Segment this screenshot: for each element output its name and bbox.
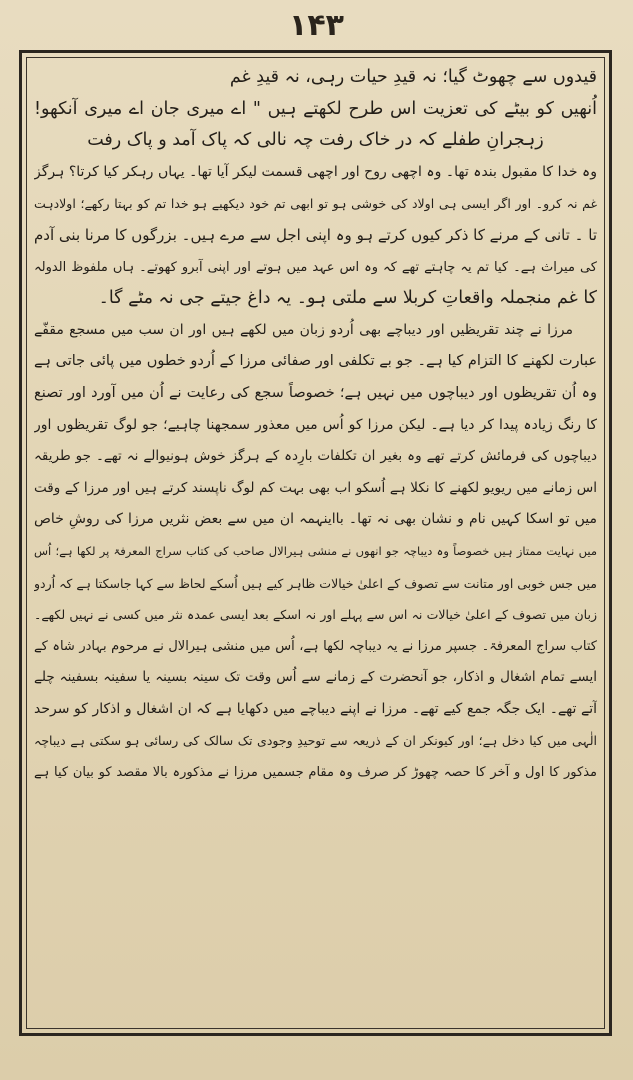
text-line: غم نہ کرو۔ اور اگر ایسی ہی اولاد کی خوشی ہو تو ابھی تم خود دیکھیے ہو خدا تم کو بہتا رکھے؛ اولادہت — [34, 196, 597, 212]
text-line: تا ۔ تانی کے مرنے کا ذکر کیوں کرتے ہو وہ اپنی اجل سے مرے ہیں۔ بزرگوں کا مرنا بنی آدم — [34, 225, 597, 244]
text-line: آتے تھے۔ ایک جگہ جمع کیے تھے۔ مرزا نے اپنے دیباچے میں دکھایا ہے کہ ان اشغال و اذکار کو سرحد — [34, 700, 597, 717]
text-line: قیدوں سے چھوٹ گیا؛ نہ قیدِ حیات رہی، نہ قیدِ غم — [229, 67, 597, 87]
text-line: وہ اُن تقریظوں اور دیباچوں میں نہیں ہے؛ خصوصاً سجع کی رعایت نے اُن میں آورد اور تصنع — [34, 384, 597, 401]
text-line: عبارت لکھنے کا التزام کیا ہے۔ جو بے تکلفی اور صفائی مرزا کے اُردو خطوں میں پائی جاتی ہے — [34, 353, 597, 370]
text-line: کا غم منجملہ واقعاتِ کربلا سے ملتی ہو۔ یہ داغ جیتے جی نہ مٹے گا۔ — [98, 288, 597, 309]
text-line: کی میراث ہے۔ کیا تم یہ چاہتے تھے کہ وہ اس عہد میں ہوتے اور اپنی آبرو کھوتے۔ ہاں ملفوظ الدولہ — [34, 259, 597, 275]
text-line: اس زمانے میں ریویو لکھنے کا نکلا ہے اُسکو اب بھی بہت کم لوگ ناپسند کرتے ہیں اور مرزا کے وقت — [34, 479, 597, 496]
text-line: کتاب سراج المعرفۃ۔ جسپر مرزا نے یہ دیباچہ لکھا ہے، اُس میں منشی ہیرالال نے مرحوم بہادر شاہ کے — [34, 638, 597, 654]
text-line: وہ خدا کا مقبول بندہ تھا۔ وہ اچھی روح اور اچھی قسمت لیکر آیا تھا۔ یہاں رہکر کیا کرتا؟ ہرگز — [34, 163, 597, 180]
text-line: مذکور کا اول و آخر کا حصہ چھوڑ کر صرف وہ مقام جسمیں مرزا نے مذکورہ بالا مقصد کو بیان کیا ہے — [34, 765, 597, 781]
text-line: میں جس خوبی اور متانت سے تصوف کے اعلیٰ خیالات ظاہر کیے ہیں اُسکے لحاظ سے کہا جاسکتا ہے کہ اُردو — [34, 575, 597, 591]
verse-line: زہجرانِ طفلے کہ در خاک رفت چہ نالی کہ پاک آمد و پاک رفت — [87, 130, 544, 151]
text-line: اُنھیں کو بیٹے کی تعزیت اس طرح لکھتے ہیں " اے میری جان اے میری آنکھو! — [34, 98, 597, 119]
text-line: میں تو اسکا کہیں نام و نشان بھی نہ تھا۔ بااینہمہ ان میں سے بعض نثریں مرزا کی روشِ خاص — [34, 511, 597, 528]
text-line: ایسے تمام اشغال و اذکار، جو آنحضرت کے زمانے سے اُس وقت تک سینہ بسینہ یا سفینہ بسفینہ چلے — [34, 669, 597, 686]
text-line: دیباچوں کی فرمائش کرتے تھے وہ بغیر ان تکلفات بارِدہ کے ہرگز خوش ہونیوالے نہ تھے۔ جو طریقہ — [34, 448, 597, 465]
text-line: زبان میں تصوف کے اعلیٰ خیالات نہ اس سے پہلے اور نہ اسکے بعد ایسی عمدہ نثر میں کسی نے نہیں لکھے۔ — [34, 607, 597, 623]
text-line: کا رنگ زیادہ پیدا کر دیا ہے۔ لیکن مرزا کو اُس میں معذور سمجھنا چاہیے؛ جو لوگ تقریظوں اور — [34, 416, 597, 433]
page-number: ۱۴۳ — [289, 8, 344, 43]
urdu-text-block — [34, 62, 597, 1022]
text-line: مرزا نے چند تقریظیں اور دیباچے بھی اُردو زبان میں لکھے ہیں اور ان سب میں مسجع مقفّے — [34, 321, 573, 338]
text-line: الٰہی میں کیا دخل ہے؛ اور کیونکر ان کے ذریعہ سے توحیدِ وجودی تک سالک کی رسائی ہو سکتی ہے دیباچہ — [34, 733, 597, 749]
text-line: میں نہایت ممتاز ہیں خصوصاً وہ دیباچہ جو انھوں نے منشی ہیرالال صاحب کی کتاب سراج المعرفۃ پر لکھا ہے؛ اُس — [34, 543, 597, 558]
